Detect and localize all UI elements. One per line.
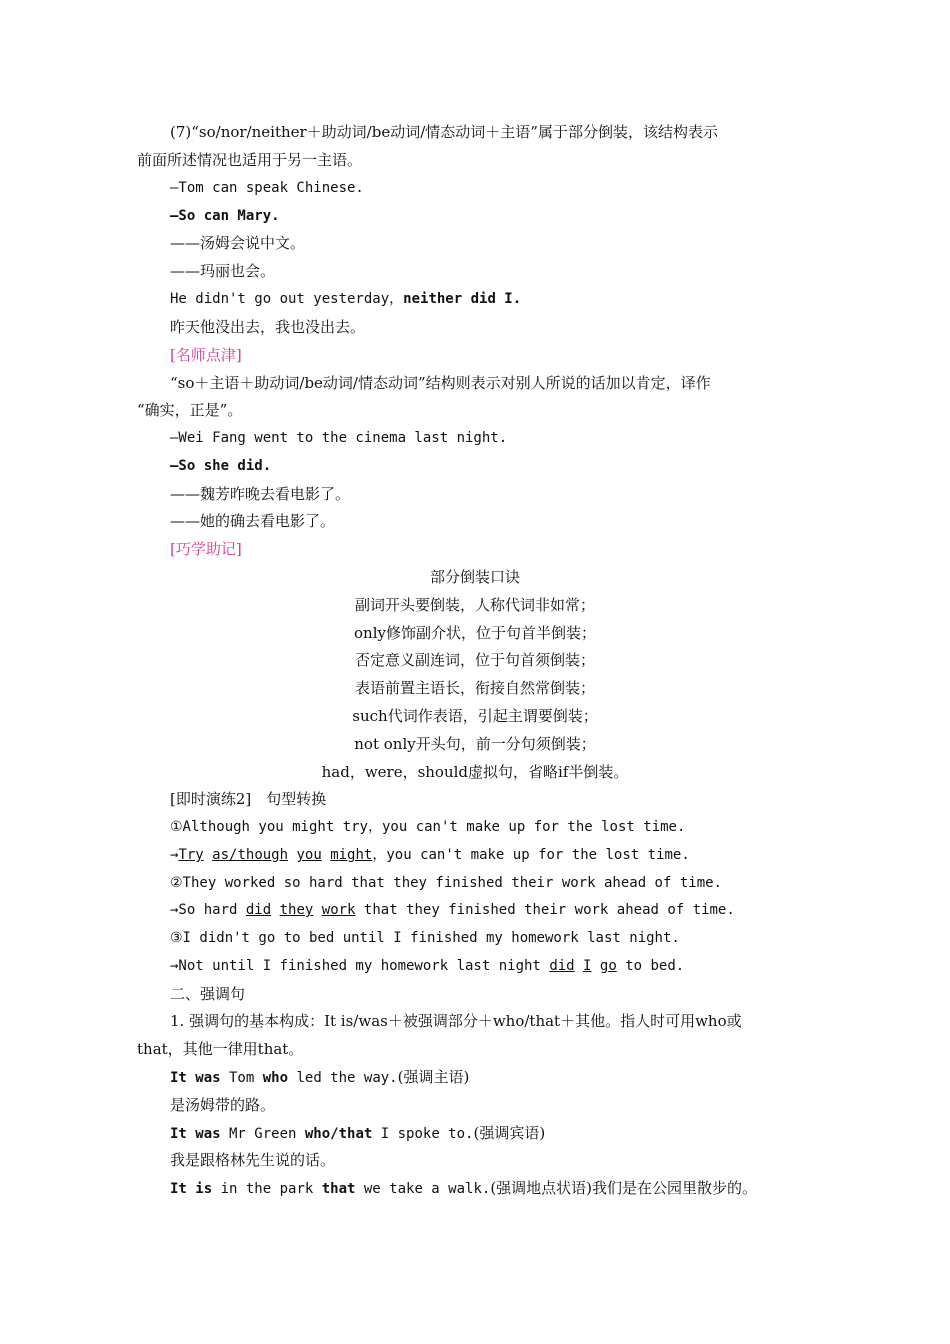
answer-prefix: →Not until I finished my homework last night <box>170 958 541 974</box>
rule-7-line-1: (7)“so/nor/neither＋助动词/be动词/情态动词＋主语”属于部分倒装，该结构表示 <box>170 123 718 141</box>
answer-blank: might <box>330 847 373 863</box>
emphasis-example-2 <box>170 1123 545 1143</box>
example-1-cn-b: ——玛丽也会。 <box>170 262 276 280</box>
sentence-part: we take a walk. <box>355 1181 491 1197</box>
answer-blank: did <box>245 902 272 918</box>
section-2-line-2: that，其他一律用that。 <box>137 1040 304 1058</box>
tip-label-memory: [巧学助记] <box>170 540 242 558</box>
sentence-part: led the way. <box>288 1070 398 1086</box>
answer-blank: I <box>583 958 592 974</box>
example-2-en-bold: neither did I. <box>403 291 522 307</box>
keyword: It was <box>170 1070 221 1086</box>
sentence-part: I spoke to. <box>372 1126 474 1142</box>
example-2-cn: 昨天他没出去，我也没出去。 <box>170 318 366 336</box>
tip-1-line-1: “so＋主语＋助动词/be动词/情态动词”结构则表示对别人所说的话加以肯定，译作 <box>170 374 711 392</box>
answer-blank: work <box>321 902 356 918</box>
example-3-cn-b: ——她的确去看电影了。 <box>170 512 336 530</box>
keyword: It is <box>170 1181 213 1197</box>
answer-blank: they <box>279 902 314 918</box>
example-1-en-a: —Tom can speak Chinese. <box>170 180 364 196</box>
answer-prefix: →So hard <box>170 902 238 918</box>
keyword: who/that <box>304 1126 373 1142</box>
answer-blank: did <box>549 958 575 974</box>
drill-question-3: ③I didn't go to bed until I finished my homework last night. <box>170 930 680 946</box>
example-3-cn-a: ——魏芳昨晚去看电影了。 <box>170 485 351 503</box>
example-2-en <box>170 289 521 309</box>
note: (强调宾语) <box>473 1124 546 1142</box>
answer-blank: go <box>599 958 617 974</box>
emphasis-translation-1: 是汤姆带的路。 <box>170 1096 276 1114</box>
rhyme-line: only修饰副介状，位于句首半倒装； <box>354 624 596 642</box>
answer-rest: that they finished their work ahead of time. <box>363 902 735 918</box>
rhyme-line: 副词开头要倒装，人称代词非如常； <box>354 596 595 614</box>
section-2-title: 二、强调句 <box>170 985 246 1003</box>
drill-question-1: ①Although you might try，you can't make up for the lost time. <box>170 819 686 835</box>
emphasis-example-3 <box>170 1178 757 1198</box>
emphasis-translation-2: 我是跟格林先生说的话。 <box>170 1151 336 1169</box>
tip-label-teacher: [名师点津] <box>170 346 242 364</box>
example-1-cn-a: ——汤姆会说中文。 <box>170 234 306 252</box>
rule-7-line-2: 前面所述情况也适用于另一主语。 <box>137 151 363 169</box>
rhyme-line: 否定意义副连词，位于句首须倒装； <box>354 651 595 669</box>
sentence-part: Tom <box>220 1070 263 1086</box>
keyword: that <box>321 1181 356 1197</box>
answer-rest: ，you can't make up for the lost time. <box>372 847 690 863</box>
answer-blank: as/though <box>212 847 289 863</box>
example-2-en-text: He didn't go out yesterday， <box>170 291 404 307</box>
drill-heading: [即时演练2] 句型转换 <box>170 790 327 808</box>
answer-blank: Try <box>178 847 204 863</box>
example-3-en-a: —Wei Fang went to the cinema last night. <box>170 430 508 446</box>
arrow: → <box>170 847 179 863</box>
rhyme-line: such代词作表语，引起主谓要倒装； <box>352 707 598 725</box>
example-1-en-b: —So can Mary. <box>170 208 280 224</box>
drill-answer-3 <box>170 956 684 976</box>
rhyme-title: 部分倒装口诀 <box>429 568 520 586</box>
keyword: It was <box>170 1126 221 1142</box>
drill-answer-2 <box>170 900 735 920</box>
keyword: who <box>262 1070 289 1086</box>
drill-question-2: ②They worked so hard that they finished their work ahead of time. <box>170 875 722 891</box>
rhyme-line: had，were，should虚拟句，省略if半倒装。 <box>321 763 629 781</box>
note: (强调主语) <box>397 1068 470 1086</box>
answer-blank: you <box>296 847 322 863</box>
answer-rest: to bed. <box>625 958 685 974</box>
rhyme-line: 表语前置主语长，衔接自然常倒装； <box>354 679 595 697</box>
emphasis-example-1 <box>170 1067 469 1087</box>
rhyme-line: not only开头句，前一分句须倒装； <box>354 735 596 753</box>
example-3-en-b: —So she did. <box>170 458 272 474</box>
note: (强调地点状语)我们是在公园里散步的。 <box>490 1179 758 1197</box>
section-2-line-1: 1. 强调句的基本构成：It is/was＋被强调部分＋who/that＋其他。指人时可用who或 <box>170 1012 742 1030</box>
sentence-part: Mr Green <box>220 1126 305 1142</box>
sentence-part: in the park <box>212 1181 322 1197</box>
drill-answer-1 <box>170 845 690 865</box>
tip-1-line-2: “确实，正是”。 <box>137 401 243 419</box>
